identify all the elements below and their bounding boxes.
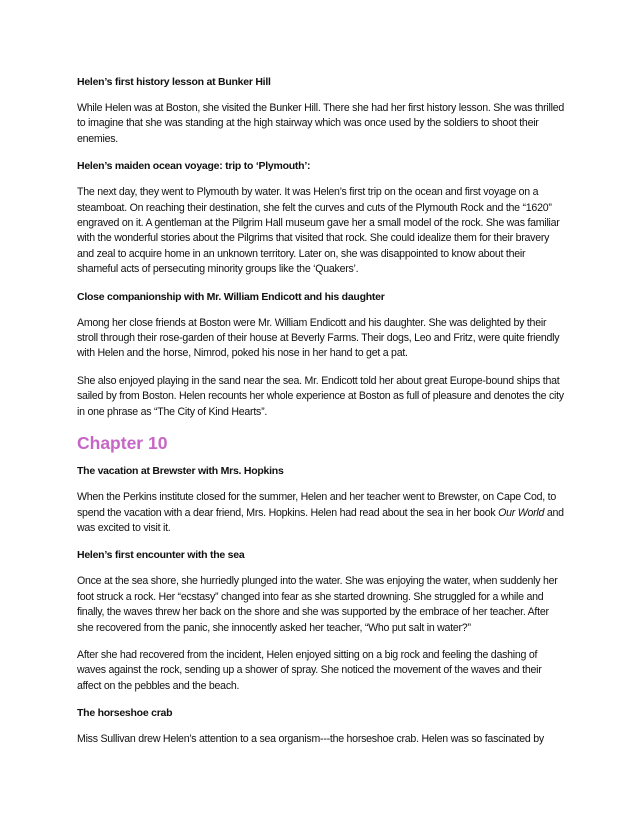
paragraph-endicott-2: She also enjoyed playing in the sand near the sea. Mr. Endicott told her about great Europe-bound ships that sailed by from Boston. Helen recounts her whole experience at Boston as full of pleasure and denotes the city in one phrase as “The City of Kind Hearts”. bbox=[77, 374, 564, 418]
paragraph-bunker-hill: While Helen was at Boston, she visited the Bunker Hill. There she had her first history lesson. She was thrilled to imagine that she was standing at the high stairway which was once used by the soldiers to shoot their enemies. bbox=[77, 102, 565, 145]
paragraph-horseshoe-crab: Miss Sullivan drew Helen’s attention to a sea organism---the horseshoe crab. Helen was so fascinated by bbox=[77, 733, 544, 746]
chapter-title: Chapter 10 bbox=[77, 433, 168, 454]
section-heading-brewster: The vacation at Brewster with Mrs. Hopkins bbox=[77, 465, 284, 478]
paragraph-plymouth: The next day, they went to Plymouth by water. It was Helen’s first trip on the ocean and first voyage on a steamboat. On reaching their destination, she felt the curves and cuts of the Plymouth Rock and the “1620” engraved on it. A gentleman at the Pilgrim Hall museum gave her a small model of the rock. She was familiar with the wonderful stories about the Pilgrims that visited that rock. She could idealize them for their bravery and zeal to acquire home in an unknown territory. Later on, she was disappointed to know about their shameful acts of persecuting minority groups like the ‘Quakers’. bbox=[77, 186, 560, 276]
paragraph-sea-2: After she had recovered from the incident, Helen enjoyed sitting on a big rock and feeling the dashing of waves against the rock, sending up a shower of spray. She noticed the movement of the waves and their affect on the pebbles and the beach. bbox=[77, 648, 542, 692]
paragraph-brewster bbox=[77, 490, 565, 536]
paragraph-brewster-part2: and was excited to visit it. bbox=[77, 506, 564, 534]
paragraph-brewster-part1: When the Perkins institute closed for the summer, Helen and her teacher went to Brewster, on Cape Cod, to spend the vacation with a dear friend, Mrs. Hopkins. Helen had read about the sea in her book bbox=[77, 491, 556, 519]
paragraph-sea-1: Once at the sea shore, she hurriedly plunged into the water. She was enjoying the water, when suddenly her foot struck a rock. Her “ecstasy” changed into fear as she started drowning. She struggled for a while and finally, the waves threw her back on the shore and she was supported by the embrace of her teacher. After she recovered from the panic, she innocently asked her teacher, “Who put salt in water?” bbox=[77, 575, 558, 634]
document-page bbox=[77, 75, 565, 760]
section-heading-endicott: Close companionship with Mr. William Endicott and his daughter bbox=[77, 290, 385, 303]
book-title-italic: Our World bbox=[498, 506, 545, 519]
section-heading-sea: Helen’s first encounter with the sea bbox=[77, 549, 245, 562]
section-heading-bunker-hill: Helen’s first history lesson at Bunker Hill bbox=[77, 76, 271, 88]
section-heading-horseshoe-crab: The horseshoe crab bbox=[77, 707, 173, 720]
paragraph-endicott-1: Among her close friends at Boston were Mr. William Endicott and his daughter. She was delighted by their stroll through their rose-garden of their house at Beverly Farms. Their dogs, Leo and Fritz, were quite friendly with Helen and the horse, Nimrod, poked his nose in her hand to get a pat. bbox=[77, 316, 560, 360]
section-heading-plymouth: Helen’s maiden ocean voyage: trip to ‘Plymouth’: bbox=[77, 160, 311, 173]
